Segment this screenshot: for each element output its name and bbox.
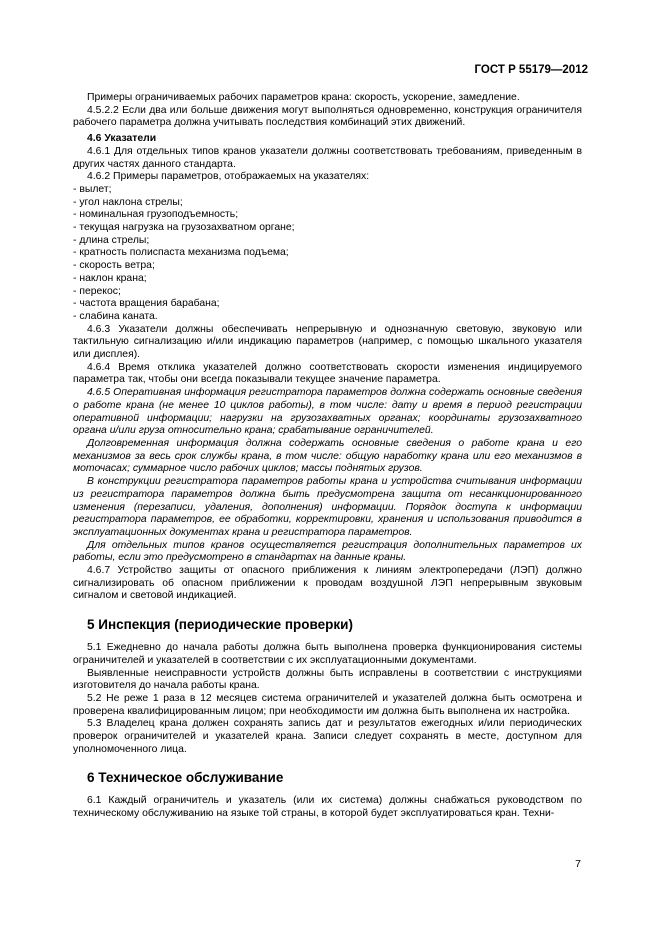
- paragraph: Долговременная информация должна содержать основные сведения о работе крана и его механизмов за весь срок службы крана, в том числе: общую наработку крана или его механизмов в моточасах; суммарное число рабочих циклов; массы поднятых грузов.: [73, 437, 582, 475]
- list-item: - скорость ветра;: [73, 260, 155, 272]
- standard-header: ГОСТ Р 55179—2012: [474, 64, 588, 76]
- list-item: - угол наклона стрелы;: [73, 196, 183, 208]
- section-heading-6: 6 Техническое обслуживание: [87, 770, 284, 786]
- page-number: 7: [575, 858, 581, 870]
- paragraph: 4.6.3 Указатели должны обеспечивать непрерывную и однозначную световую, звуковую или тактильную сигнализацию и/или индикацию параметров (например, с помощью шкального указателя или дисплея).: [73, 323, 582, 361]
- paragraph: 6.1 Каждый ограничитель и указатель (или их система) должны снабжаться руководством по техническому обслуживанию на языке той страны, в которой будет эксплуатироваться кран. Техни-: [73, 795, 582, 820]
- paragraph: Примеры ограничиваемых рабочих параметров крана: скорость, ускорение, замедление.: [87, 92, 520, 103]
- list-item: - слабина каната.: [73, 310, 158, 322]
- list-item: - вылет;: [73, 183, 112, 195]
- paragraph: 5.2 Не реже 1 раза в 12 месяцев система ограничителей и указателей должна быть осмотрена и проверена квалифицированным лицом; при необходимости им должна быть выполнена их настройка.: [73, 692, 582, 717]
- list-item: - наклон крана;: [73, 272, 147, 284]
- list-item: - текущая нагрузка на грузозахватном органе;: [73, 222, 295, 234]
- paragraph: Для отдельных типов кранов осуществляется регистрация дополнительных параметров их работы, если это предусмотрено в стандартах на данные краны.: [73, 539, 582, 564]
- paragraph: 4.5.2.2 Если два или больше движения могут выполняться одновременно, конструкция ограничителя рабочего параметра должна учитывать последствия комбинаций этих движений.: [73, 104, 582, 129]
- document-body: [73, 92, 582, 821]
- list-item: - длина стрелы;: [73, 234, 150, 246]
- section-heading-4-6: 4.6 Указатели: [87, 133, 157, 145]
- paragraph: 4.6.7 Устройство защиты от опасного приближения к линиям электропередачи (ЛЭП) должно сигнализировать об опасном приближении к проводам воздушной ЛЭП непрерывным звуковым сигналом и световой индикацией.: [73, 565, 582, 602]
- paragraph: 5.1 Ежедневно до начала работы должна быть выполнена проверка функционирования системы ограничителей и указателей в соответствии с их эксплуатационными документами.: [73, 642, 582, 666]
- list-item: - частота вращения барабана;: [73, 298, 220, 310]
- paragraph: Выявленные неисправности устройств должны быть исправлены в соответствии с инструкциями изготовителя до начала работы крана.: [73, 667, 582, 692]
- paragraph: 4.6.4 Время отклика указателей должно соответствовать скорости изменения индицируемого параметра так, чтобы они всегда показывали текущее значение параметра.: [73, 361, 582, 386]
- list-item: - перекос;: [73, 285, 121, 297]
- list-item: - кратность полиспаста механизма подъема;: [73, 247, 289, 259]
- paragraph: 5.3 Владелец крана должен сохранять запись дат и результатов ежегодных и/или периодических проверок ограничителей и указателей крана. Записи следует сохранять в месте, доступном для уполномоченного лица.: [73, 718, 582, 755]
- paragraph: В конструкции регистратора параметров работы крана и устройства считывания информации из регистратора параметров должна быть предусмотрена защита от несанкционированного изменения (перезаписи, удаления, дополнения) информации. Порядок доступа к информации регистратора параметров, ее обработки, корректировки, хранения и использования приводится в эксплуатационных документах крана и регистратора параметров.: [73, 476, 582, 538]
- paragraph: 4.6.1 Для отдельных типов кранов указатели должны соответствовать требованиям, приведенным в других частях данного стандарта.: [73, 145, 582, 170]
- section-heading-5: 5 Инспекция (периодические проверки): [87, 617, 353, 633]
- paragraph: 4.6.5 Оперативная информация регистратора параметров должна содержать основные сведения о работе крана (не менее 10 циклов работы), в том числе: дату и время в период регистрации оперативной информации; нагрузки на грузозахватных органах; координаты грузозахватного органа и/или груза относительно крана; срабатывание ограничителей.: [73, 387, 582, 437]
- paragraph: 4.6.2 Примеры параметров, отображаемых на указателях:: [87, 171, 370, 183]
- list-item: - номинальная грузоподъемность;: [73, 209, 239, 221]
